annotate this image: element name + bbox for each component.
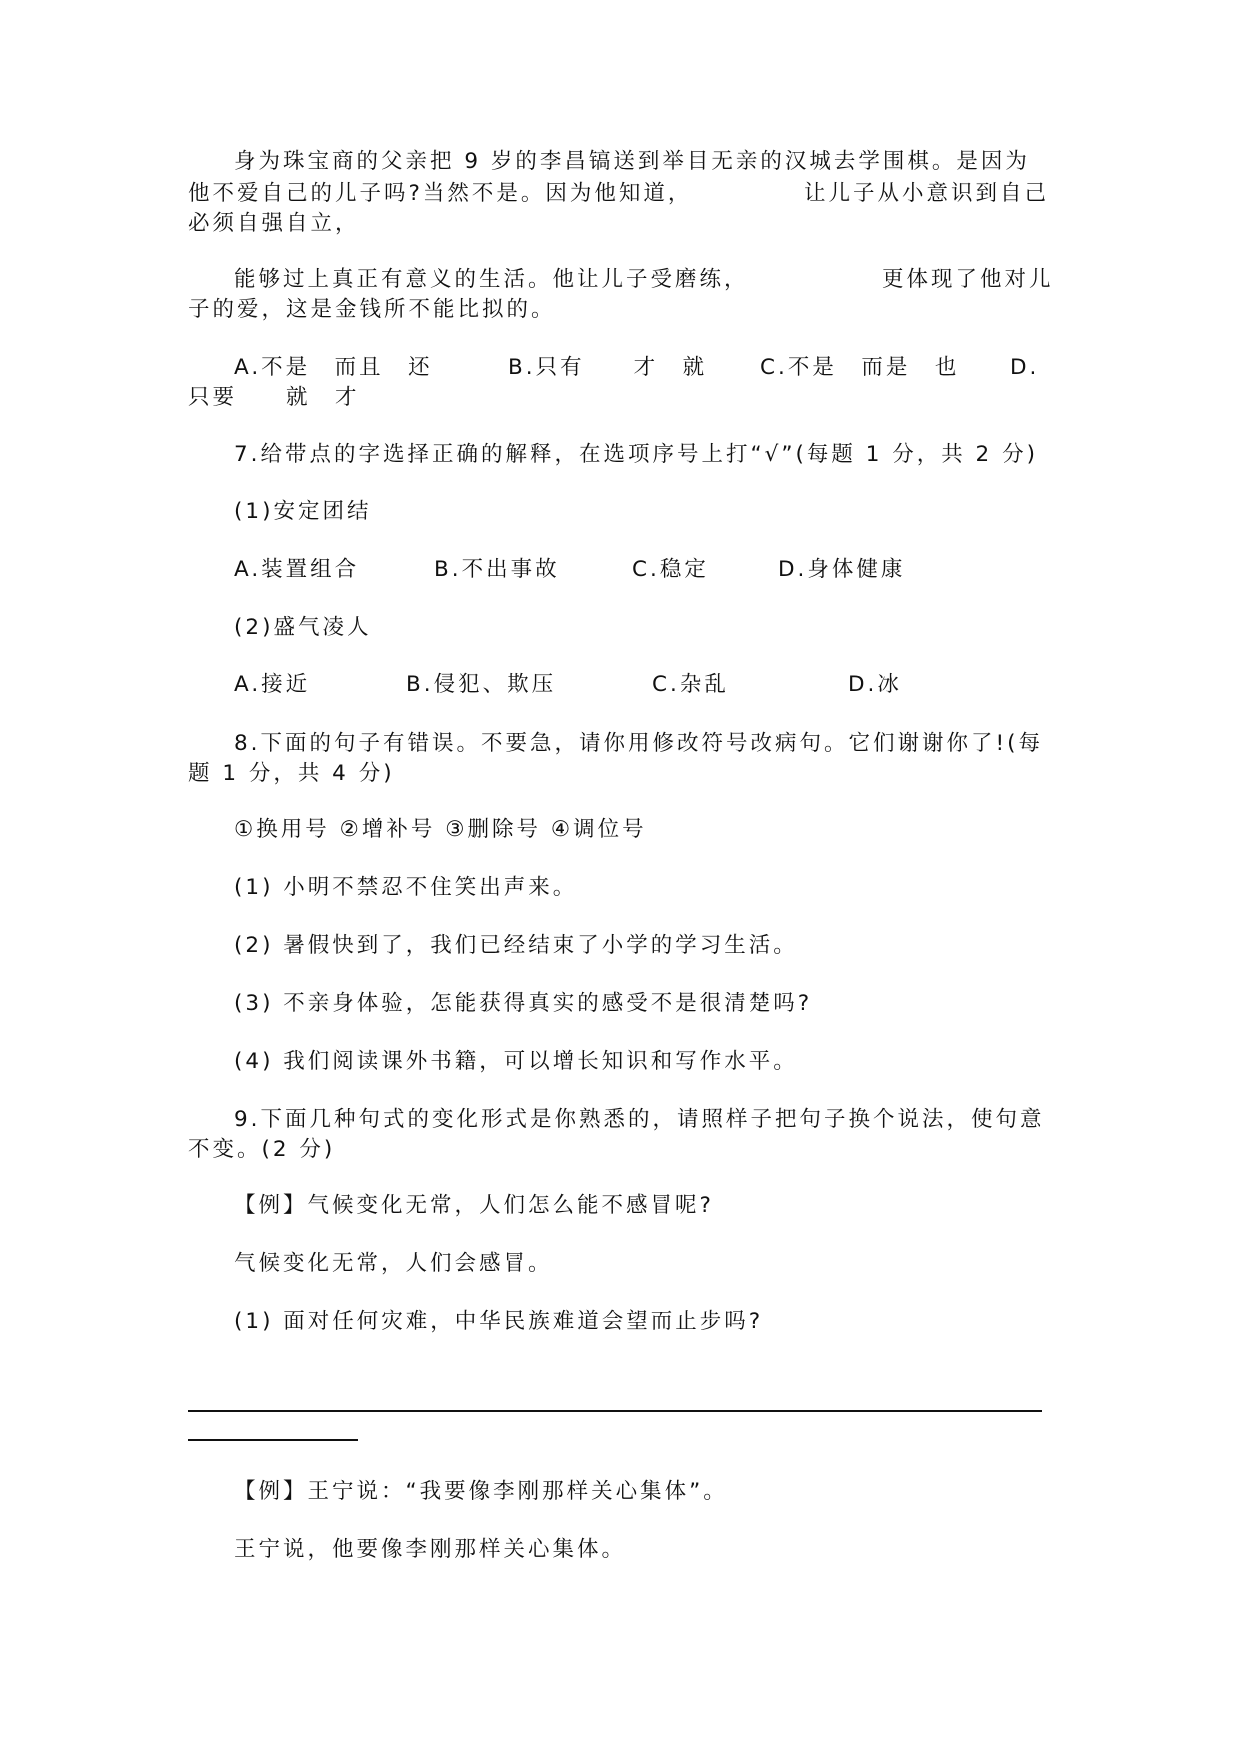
q9-title-line-2: 不变。(2 分): [188, 1137, 336, 1162]
passage-line-3: 必须自强自立，: [188, 211, 360, 236]
answer-line-1: [188, 1410, 1042, 1412]
q8-item-1: (1) 小明不禁忍不住笑出声来。: [234, 875, 578, 900]
q6-option-d-cont: 只要 就 才: [188, 385, 360, 410]
q7-sub1-opt-c: C.稳定: [632, 557, 709, 582]
q7-sub2-opt-d: D.冰: [848, 672, 902, 697]
q7-sub1-opt-d: D.身体健康: [778, 557, 906, 582]
q7-sub2-opt-c: C.杂乱: [652, 672, 729, 697]
passage-line-2a: 他不爱自己的儿子吗?当然不是。因为他知道，: [188, 181, 693, 206]
passage-line-4b: 更体现了他对儿: [882, 267, 1054, 292]
q8-symbols: ①换用号 ②增补号 ③删除号 ④调位号: [234, 817, 647, 842]
q6-option-c: C.不是 而是 也: [760, 355, 960, 380]
q7-title: 7.给带点的字选择正确的解释，在选项序号上打“√”(每题 1 分，共 2 分): [234, 442, 1038, 467]
q9-example-1: 【例】气候变化无常，人们怎么能不感冒呢?: [234, 1193, 714, 1218]
q9-item-1: (1) 面对任何灾难，中华民族难道会望而止步吗?: [234, 1309, 764, 1334]
q6-option-a: A.不是 而且 还: [234, 355, 433, 380]
q7-sub1: (1)安定团结: [234, 499, 372, 524]
q7-sub2: (2)盛气凌人: [234, 615, 372, 640]
q8-item-3: (3) 不亲身体验，怎能获得真实的感受不是很清楚吗?: [234, 991, 813, 1016]
passage-line-5: 子的爱，这是金钱所不能比拟的。: [188, 297, 556, 322]
passage-line-2b: 让儿子从小意识到自己: [804, 181, 1050, 206]
q7-sub2-opt-b: B.侵犯、欺压: [406, 672, 557, 697]
q7-sub2-opt-a: A.接近: [234, 672, 311, 697]
passage-line-1: 身为珠宝商的父亲把 9 岁的李昌镐送到举目无亲的汉城去学围棋。是因为: [234, 149, 1030, 174]
q8-title-line-2: 题 1 分，共 4 分): [188, 761, 395, 786]
q6-option-d: D.: [1010, 355, 1040, 380]
q9-title-line-1: 9.下面几种句式的变化形式是你熟悉的，请照样子把句子换个说法，使句意: [234, 1107, 1045, 1132]
q8-title-line-1: 8.下面的句子有错误。不要急，请你用修改符号改病句。它们谢谢你了!(每: [234, 731, 1044, 756]
answer-line-2: [188, 1439, 358, 1441]
passage-line-4a: 能够过上真正有意义的生活。他让儿子受磨练，: [234, 267, 749, 292]
q7-sub1-opt-a: A.装置组合: [234, 557, 360, 582]
q6-option-b: B.只有 才 就: [508, 355, 708, 380]
q8-item-4: (4) 我们阅读课外书籍，可以增长知识和写作水平。: [234, 1049, 798, 1074]
q9-example-1-answer: 气候变化无常，人们会感冒。: [234, 1251, 553, 1276]
q7-sub1-opt-b: B.不出事故: [434, 557, 560, 582]
q8-item-2: (2) 暑假快到了，我们已经结束了小学的学习生活。: [234, 933, 798, 958]
q9-example-2-answer: 王宁说，他要像李刚那样关心集体。: [234, 1537, 627, 1562]
q9-example-2: 【例】王宁说：“我要像李刚那样关心集体”。: [234, 1479, 728, 1504]
